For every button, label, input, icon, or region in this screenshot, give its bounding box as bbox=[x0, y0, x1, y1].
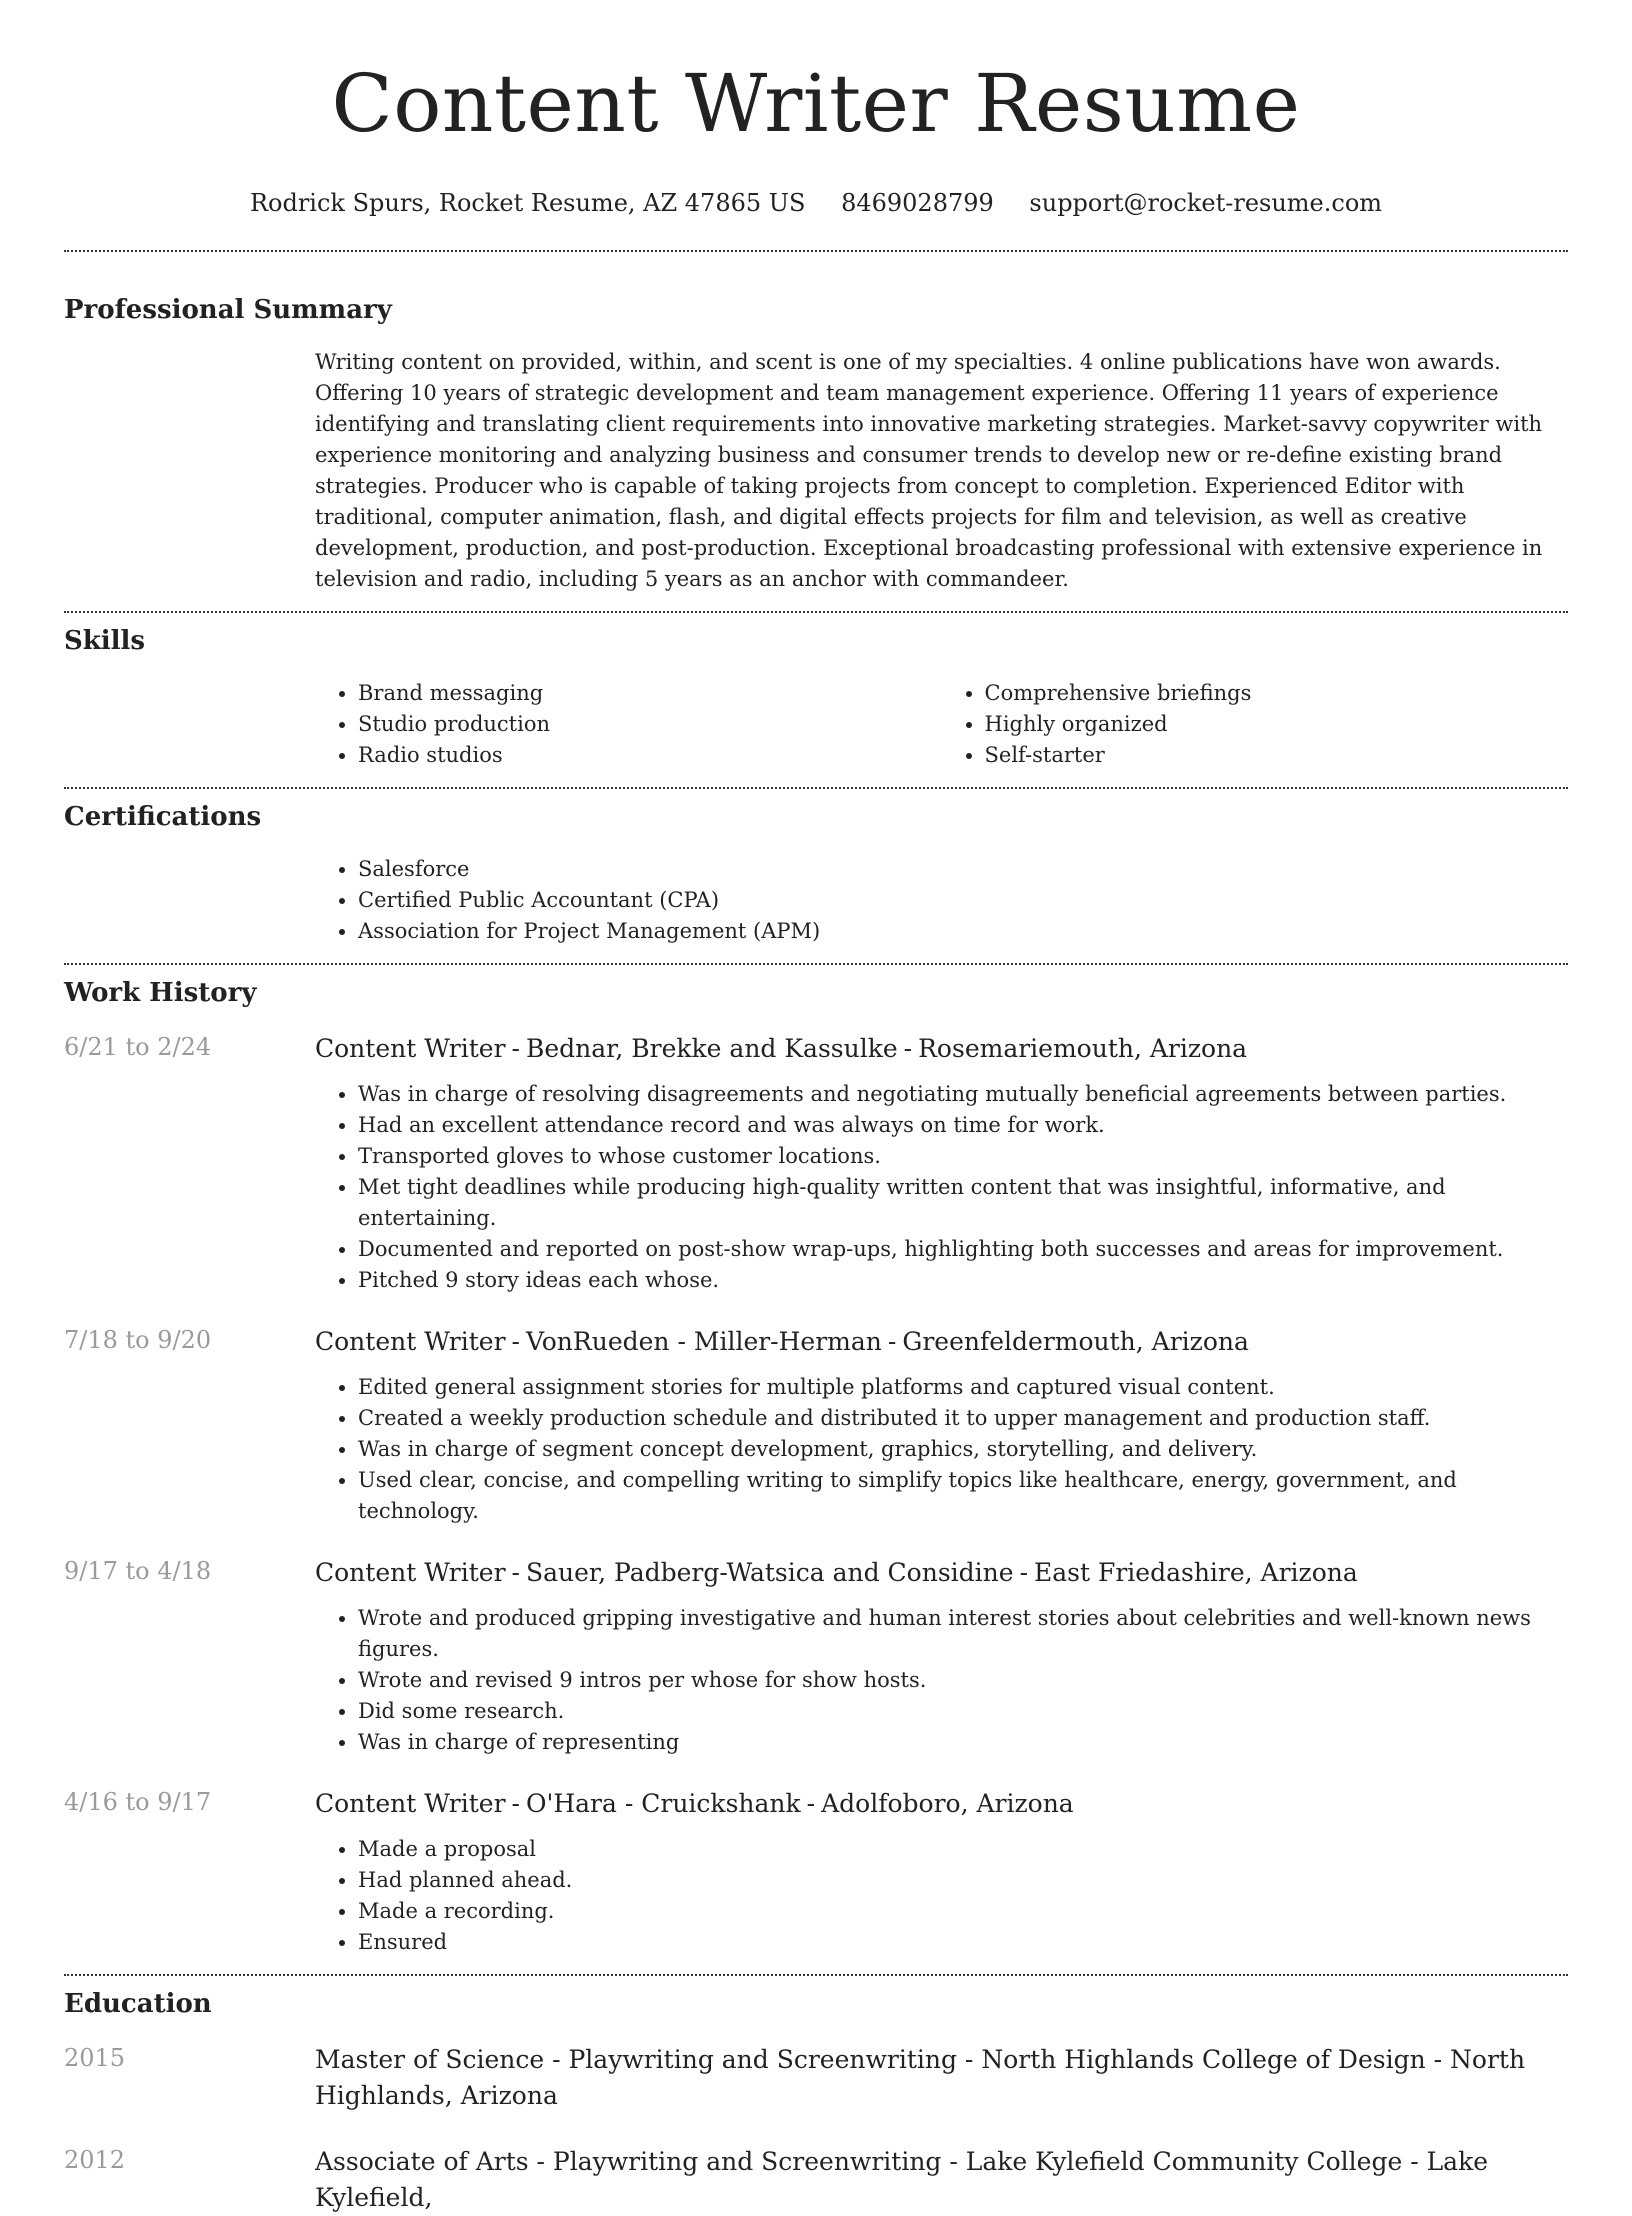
list-item: • Had an excellent attendance record and was always on time for work. bbox=[358, 1110, 1568, 1141]
job-bullets bbox=[315, 1079, 1568, 1296]
list-item: • Salesforce bbox=[358, 854, 1568, 885]
job-title: Content Writer bbox=[315, 1327, 506, 1356]
job-entry bbox=[64, 1324, 1568, 1527]
job-entry bbox=[64, 1786, 1568, 1958]
work-history-section bbox=[64, 977, 1568, 1958]
job-details bbox=[315, 1324, 1568, 1527]
job-company: Sauer, Padberg-Watsica and Considine bbox=[525, 1558, 1014, 1587]
list-item: • Self-starter bbox=[985, 740, 1569, 771]
job-entry bbox=[64, 1555, 1568, 1758]
job-company: O'Hara - Cruickshank bbox=[525, 1789, 801, 1818]
divider bbox=[64, 787, 1568, 789]
contact-address: Rodrick Spurs, Rocket Resume, AZ 47865 US bbox=[249, 189, 806, 217]
list-item: • Wrote and produced gripping investigative and human interest stories about celebrities and well-known news figures. bbox=[358, 1603, 1568, 1665]
skills-list-left bbox=[315, 678, 942, 771]
education-year: 2015 bbox=[64, 2044, 126, 2072]
list-item: • Radio studios bbox=[358, 740, 942, 771]
section-heading-summary: Professional Summary bbox=[64, 295, 392, 325]
list-item: • Was in charge of segment concept development, graphics, storytelling, and delivery. bbox=[358, 1434, 1568, 1465]
list-item: • Comprehensive briefings bbox=[985, 678, 1569, 709]
list-item: • Documented and reported on post-show wrap-ups, highlighting both successes and areas for improvement. bbox=[358, 1234, 1568, 1265]
divider bbox=[64, 963, 1568, 965]
job-heading: Content Writer - Sauer, Padberg-Watsica and Considine - East Friedashire, Arizona bbox=[315, 1558, 1358, 1587]
education-details: Associate of Arts - Playwriting and Screenwriting - Lake Kylefield Community College - Lake Kylefield, bbox=[315, 2147, 1489, 2212]
list-item: • Had planned ahead. bbox=[358, 1865, 1568, 1896]
job-location: Adolfoboro, Arizona bbox=[821, 1789, 1074, 1818]
job-details bbox=[315, 1555, 1568, 1758]
job-company: Bednar, Brekke and Kassulke bbox=[525, 1034, 898, 1063]
education-year: 2012 bbox=[64, 2146, 126, 2174]
job-bullets bbox=[315, 1372, 1568, 1527]
section-heading-certifications: Certifications bbox=[64, 802, 262, 832]
job-title: Content Writer bbox=[315, 1558, 506, 1587]
job-dates: 6/21 to 2/24 bbox=[64, 1033, 212, 1061]
list-item: • Was in charge of resolving disagreements and negotiating mutually beneficial agreements between parties. bbox=[358, 1079, 1568, 1110]
resume-page bbox=[64, 0, 1568, 2216]
skills-list-right bbox=[942, 678, 1569, 771]
certifications-section bbox=[64, 801, 1568, 947]
divider bbox=[64, 1974, 1568, 1976]
list-item: • Was in charge of representing bbox=[358, 1727, 1568, 1758]
section-heading-education: Education bbox=[64, 1989, 212, 2019]
list-item: • Transported gloves to whose customer locations. bbox=[358, 1141, 1568, 1172]
list-item: • Made a recording. bbox=[358, 1896, 1568, 1927]
education-section bbox=[64, 1988, 1568, 2216]
list-item: • Met tight deadlines while producing high-quality written content that was insightful, informative, and entertaining. bbox=[358, 1172, 1568, 1234]
job-company: VonRueden - Miller-Herman bbox=[525, 1327, 882, 1356]
list-item: • Pitched 9 story ideas each whose. bbox=[358, 1265, 1568, 1296]
education-entry bbox=[64, 2144, 1568, 2216]
list-item: • Did some research. bbox=[358, 1696, 1568, 1727]
divider bbox=[64, 611, 1568, 613]
list-item: • Wrote and revised 9 intros per whose for show hosts. bbox=[358, 1665, 1568, 1696]
list-item: • Certified Public Accountant (CPA) bbox=[358, 885, 1568, 916]
job-dates: 4/16 to 9/17 bbox=[64, 1788, 212, 1816]
list-item: • Brand messaging bbox=[358, 678, 942, 709]
job-details bbox=[315, 1031, 1568, 1296]
job-heading: Content Writer - VonRueden - Miller-Herman - Greenfeldermouth, Arizona bbox=[315, 1327, 1249, 1356]
section-heading-skills: Skills bbox=[64, 626, 146, 656]
job-dates: 9/17 to 4/18 bbox=[64, 1557, 212, 1585]
list-item: • Created a weekly production schedule and distributed it to upper management and production staff. bbox=[358, 1403, 1568, 1434]
job-entry bbox=[64, 1031, 1568, 1296]
summary-section bbox=[64, 294, 1568, 595]
list-item: • Used clear, concise, and compelling writing to simplify topics like healthcare, energy, government, and technology. bbox=[358, 1465, 1568, 1527]
education-details: Master of Science - Playwriting and Screenwriting - North Highlands College of Design - North Highlands, Arizona bbox=[315, 2045, 1526, 2110]
list-item: • Association for Project Management (APM) bbox=[358, 916, 1568, 947]
skills-columns bbox=[315, 678, 1568, 771]
divider bbox=[64, 250, 1568, 252]
certifications-body bbox=[315, 854, 1568, 947]
contact-line bbox=[64, 188, 1568, 218]
job-title: Content Writer bbox=[315, 1789, 506, 1818]
job-location: East Friedashire, Arizona bbox=[1034, 1558, 1358, 1587]
job-location: Rosemariemouth, Arizona bbox=[918, 1034, 1248, 1063]
job-bullets bbox=[315, 1603, 1568, 1758]
list-item: • Edited general assignment stories for multiple platforms and captured visual content. bbox=[358, 1372, 1568, 1403]
list-item: • Highly organized bbox=[985, 709, 1569, 740]
skills-section bbox=[64, 625, 1568, 771]
resume-title: Content Writer Resume bbox=[331, 57, 1301, 150]
list-item: • Ensured bbox=[358, 1927, 1568, 1958]
job-bullets bbox=[315, 1834, 1568, 1958]
job-dates: 7/18 to 9/20 bbox=[64, 1326, 212, 1354]
job-heading: Content Writer - Bednar, Brekke and Kassulke - Rosemariemouth, Arizona bbox=[315, 1034, 1248, 1063]
section-heading-work: Work History bbox=[64, 978, 257, 1008]
list-item: • Made a proposal bbox=[358, 1834, 1568, 1865]
education-entry bbox=[64, 2042, 1568, 2114]
contact-phone: 8469028799 bbox=[841, 189, 994, 217]
certifications-list bbox=[315, 854, 1568, 947]
job-location: Greenfeldermouth, Arizona bbox=[902, 1327, 1249, 1356]
job-title: Content Writer bbox=[315, 1034, 506, 1063]
job-heading: Content Writer - O'Hara - Cruickshank - Adolfoboro, Arizona bbox=[315, 1789, 1074, 1818]
job-details bbox=[315, 1786, 1568, 1958]
list-item: • Studio production bbox=[358, 709, 942, 740]
summary-text: Writing content on provided, within, and scent is one of my specialties. 4 online publications have won awards. Offering 10 years of strategic development and team management experience. Offering 11 years of experience identifying and translating client requirements into innovative marketing strategies. Market-savvy copywriter with experience monitoring and analyzing business and consumer trends to develop new or re-define existing brand strategies. Producer who is capable of taking projects from concept to completion. Experienced Editor with traditional, computer animation, flash, and digital effects projects for film and television, as well as creative development, production, and post-production. Exceptional broadcasting professional with extensive experience in television and radio, including 5 years as an anchor with commandeer. bbox=[315, 350, 1543, 591]
contact-email[interactable]: support@rocket-resume.com bbox=[1029, 189, 1383, 217]
